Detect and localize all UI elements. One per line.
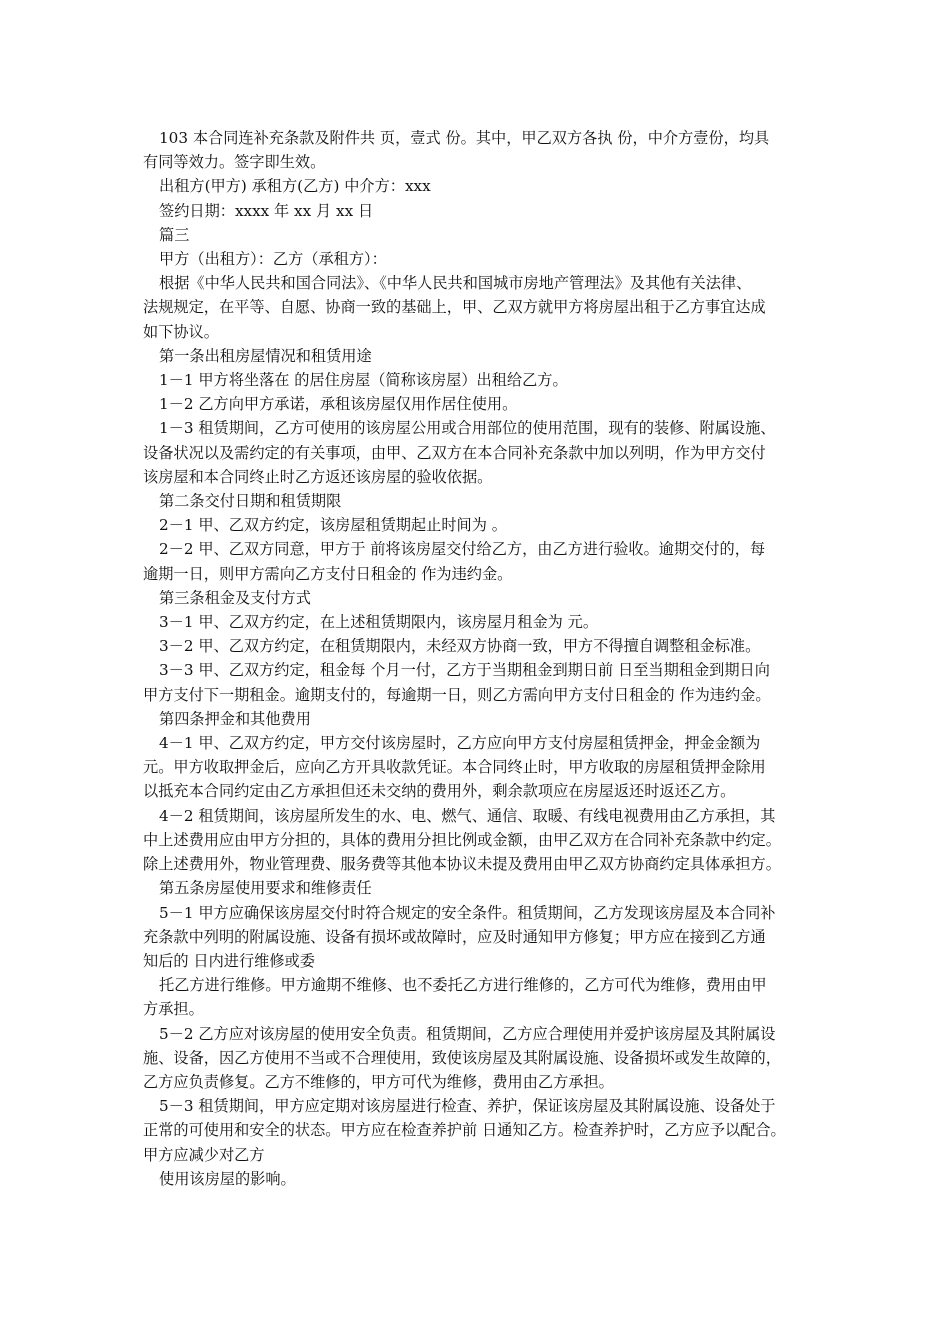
document-line: 法规规定，在平等、自愿、协商一致的基础上，甲、乙双方就甲方将房屋出租于乙方事宜达成 [143,298,766,317]
document-line: 第三条租金及支付方式 [159,588,311,607]
document-line: 103 本合同连补充条款及附件共 页，壹式 份。其中，甲乙双方各执 份，中介方壹份，均具 [159,129,770,147]
document-line: 甲方应减少对乙方 [143,1145,265,1164]
document-line: 知后的 日内进行维修或委 [143,951,315,970]
document-line: 甲方支付下一期租金。逾期支付的，每逾期一日，则乙方需向甲方支付日租金的 作为违约金。 [143,685,771,704]
document-body [143,126,843,1191]
document-line: 出租方(甲方) 承租方(乙方) 中介方：xxx [159,177,431,196]
document-line: 第五条房屋使用要求和维修责任 [159,879,372,898]
document-line: 方承担。 [143,1000,204,1019]
document-line: 逾期一日，则甲方需向乙方支付日租金的 作为违约金。 [143,564,513,583]
document-line: 3－2 甲、乙双方约定，在租赁期限内，未经双方协商一致，甲方不得擅自调整租金标准。 [159,637,761,656]
document-line: 施、设备，因乙方使用不当或不合理使用，致使该房屋及其附属设施、设备损坏或发生故障的， [143,1048,781,1067]
document-line: 5－3 租赁期间，甲方应定期对该房屋进行检查、养护，保证该房屋及其附属设施、设备处于 [159,1097,776,1116]
document-line: 根据《中华人民共和国合同法》、《中华人民共和国城市房地产管理法》及其他有关法律、 [159,274,752,293]
document-line: 4－1 甲、乙双方约定，甲方交付该房屋时，乙方应向甲方支付房屋租赁押金，押金金额为 [159,734,761,753]
document-line: 乙方应负责修复。乙方不维修的，甲方可代为维修，费用由乙方承担。 [143,1072,614,1091]
document-line: 签约日期：xxxx 年 xx 月 xx 日 [159,201,374,220]
document-line: 使用该房屋的影响。 [159,1169,296,1188]
document-line: 5－2 乙方应对该房屋的使用安全负责。租赁期间，乙方应合理使用并爱护该房屋及其附属设 [159,1024,776,1043]
document-line: 3－1 甲、乙双方约定，在上述租赁期限内，该房屋月租金为 元。 [159,613,599,632]
document-line: 5－1 甲方应确保该房屋交付时符合规定的安全条件。租赁期间，乙方发现该房屋及本合同补 [159,903,776,922]
document-line: 2－1 甲、乙双方约定，该房屋租赁期起止时间为 。 [159,516,507,535]
document-line: 元。甲方收取押金后，应向乙方开具收款凭证。本合同终止时，甲方收取的房屋租赁押金除用 [143,758,766,777]
document-line: 该房屋和本合同终止时乙方返还该房屋的验收依据。 [143,467,493,486]
document-line: 第一条出租房屋情况和租赁用途 [159,346,372,365]
document-line: 第四条押金和其他费用 [159,709,311,728]
document-line: 设备状况以及需约定的有关事项，由甲、乙双方在本合同补充条款中加以列明，作为甲方交付 [143,443,766,462]
document-line: 1－2 乙方向甲方承诺，承租该房屋仅用作居住使用。 [159,395,518,414]
document-line: 第二条交付日期和租赁期限 [159,492,342,511]
document-line: 中上述费用应由甲方分担的，具体的费用分担比例或金额，由甲乙双方在合同补充条款中约定。 [143,830,781,849]
document-line: 如下协议。 [143,322,219,341]
document-line: 除上述费用外，物业管理费、服务费等其他本协议未提及费用由甲乙双方协商约定具体承担方。 [143,855,781,874]
document-line: 托乙方进行维修。甲方逾期不维修、也不委托乙方进行维修的，乙方可代为维修，费用由甲 [159,976,767,995]
document-line: 以抵充本合同约定由乙方承担但还未交纳的费用外，剩余款项应在房屋返还时返还乙方。 [143,782,736,801]
document-line: 正常的可使用和安全的状态。甲方应在检查养护前 日通知乙方。检查养护时，乙方应予以配合。 [143,1121,786,1140]
document-line: 2－2 甲、乙双方同意，甲方于 前将该房屋交付给乙方，由乙方进行验收。逾期交付的，每 [159,540,766,559]
document-line: 4－2 租赁期间，该房屋所发生的水、电、燃气、通信、取暖、有线电视费用由乙方承担，其 [159,806,776,825]
document-line: 3－3 甲、乙双方约定，租金每 个月一付，乙方于当期租金到期日前 日至当期租金到期日向 [159,661,770,680]
document-line: 甲方（出租方）：乙方（承租方）： [159,250,387,269]
document-line: 篇三 [159,225,190,244]
document-line: 有同等效力。签字即生效。 [143,153,326,172]
document-line: 1－1 甲方将坐落在 的居住房屋（简称该房屋）出租给乙方。 [159,371,568,390]
document-line: 1－3 租赁期间，乙方可使用的该房屋公用或合用部位的使用范围，现有的装修、附属设施、 [159,419,776,438]
document-line: 充条款中列明的附属设施、设备有损坏或故障时，应及时通知甲方修复；甲方应在接到乙方通 [143,927,766,946]
